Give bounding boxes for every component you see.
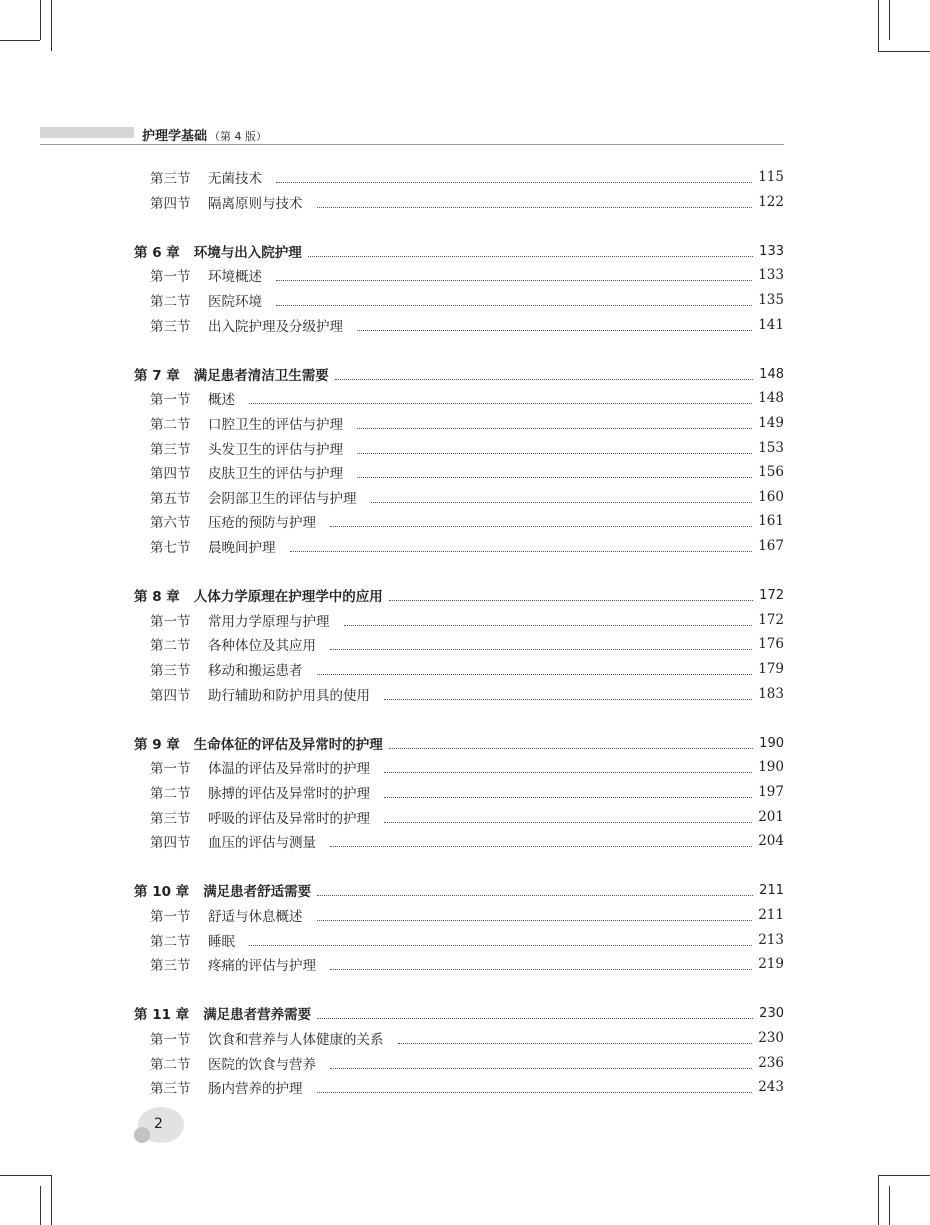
page-ref: 133 bbox=[758, 267, 784, 283]
page-ref: 190 bbox=[758, 759, 784, 775]
page-ref: 160 bbox=[758, 489, 784, 505]
toc-section-row[interactable] bbox=[150, 438, 784, 458]
toc-section-row[interactable] bbox=[150, 1077, 784, 1097]
page-number bbox=[134, 1107, 184, 1143]
toc-chapter-row[interactable] bbox=[134, 241, 784, 261]
dot-leader bbox=[398, 1043, 753, 1044]
dot-leader bbox=[357, 330, 752, 331]
toc-section-row[interactable] bbox=[150, 905, 784, 925]
dot-leader bbox=[290, 551, 753, 552]
section-title: 移动和搬运患者 bbox=[208, 663, 303, 679]
toc-section-row[interactable] bbox=[150, 954, 784, 974]
dot-leader bbox=[335, 379, 753, 380]
toc-section-row[interactable] bbox=[150, 511, 784, 531]
section-title: 无菌技术 bbox=[208, 171, 262, 187]
dot-leader bbox=[317, 207, 753, 208]
section-number: 第二节 bbox=[150, 786, 191, 802]
toc-section-row[interactable] bbox=[150, 487, 784, 507]
section-title: 呼吸的评估及异常时的护理 bbox=[208, 811, 370, 827]
dot-leader bbox=[384, 772, 752, 773]
dot-leader bbox=[308, 256, 753, 257]
page-ref: 197 bbox=[758, 784, 784, 800]
toc-section-row[interactable] bbox=[150, 831, 784, 851]
dot-leader bbox=[317, 1018, 753, 1019]
dot-leader bbox=[330, 1068, 752, 1069]
section-title: 概述 bbox=[208, 392, 235, 408]
book-edition: （第 4 版） bbox=[209, 130, 268, 143]
page-ref: 230 bbox=[758, 1030, 784, 1046]
toc-section-row[interactable] bbox=[150, 315, 784, 335]
dot-leader bbox=[330, 649, 752, 650]
section-title: 常用力学原理与护理 bbox=[208, 614, 330, 630]
dot-leader bbox=[330, 969, 752, 970]
section-number: 第一节 bbox=[150, 909, 191, 925]
section-title: 压疮的预防与护理 bbox=[208, 515, 316, 531]
page-ref: 161 bbox=[758, 513, 784, 529]
toc-section-row[interactable] bbox=[150, 462, 784, 482]
dot-leader bbox=[276, 305, 752, 306]
toc-section-row[interactable] bbox=[150, 265, 784, 285]
page-ref: 204 bbox=[758, 833, 784, 849]
section-number: 第二节 bbox=[150, 934, 191, 950]
dot-leader bbox=[384, 699, 752, 700]
page-ref: 148 bbox=[759, 366, 784, 382]
section-title: 会阴部卫生的评估与护理 bbox=[208, 491, 357, 507]
chapter-title: 环境与出入院护理 bbox=[193, 245, 302, 261]
toc-section-row[interactable] bbox=[150, 807, 784, 827]
section-number: 第一节 bbox=[150, 614, 191, 630]
dot-leader bbox=[357, 428, 752, 429]
page-ref: 135 bbox=[758, 292, 784, 308]
toc-section-row[interactable] bbox=[150, 167, 784, 187]
section-title: 口腔卫生的评估与护理 bbox=[208, 417, 343, 433]
book-title-text: 护理学基础 bbox=[142, 129, 208, 144]
dot-leader bbox=[357, 477, 752, 478]
page-ref: 201 bbox=[758, 809, 784, 825]
dot-leader bbox=[389, 748, 753, 749]
section-number: 第二节 bbox=[150, 417, 191, 433]
page-ref: 219 bbox=[758, 956, 784, 972]
dot-leader bbox=[317, 674, 753, 675]
section-title: 隔离原则与技术 bbox=[208, 196, 303, 212]
section-title: 肠内营养的护理 bbox=[208, 1081, 303, 1097]
section-title: 脉搏的评估及异常时的护理 bbox=[208, 786, 370, 802]
toc-section-row[interactable] bbox=[150, 388, 784, 408]
toc-chapter-row[interactable] bbox=[134, 585, 784, 605]
page-ref: 211 bbox=[759, 882, 784, 898]
toc-section-row[interactable] bbox=[150, 1053, 784, 1073]
section-title: 舒适与休息概述 bbox=[208, 909, 303, 925]
page-ref: 167 bbox=[758, 538, 784, 554]
dot-leader bbox=[357, 453, 752, 454]
section-number: 第三节 bbox=[150, 442, 191, 458]
chapter-number: 第 9 章 bbox=[134, 737, 180, 753]
section-number: 第六节 bbox=[150, 515, 191, 531]
toc-section-row[interactable] bbox=[150, 290, 784, 310]
chapter-number: 第 6 章 bbox=[134, 245, 180, 261]
section-title: 血压的评估与测量 bbox=[208, 835, 316, 851]
toc-section-row[interactable] bbox=[150, 757, 784, 777]
section-number: 第四节 bbox=[150, 196, 191, 212]
section-title: 各种体位及其应用 bbox=[208, 638, 316, 654]
page-ref: 243 bbox=[758, 1079, 784, 1095]
toc-section-row[interactable] bbox=[150, 413, 784, 433]
page-number-text: 2 bbox=[154, 1116, 163, 1132]
chapter-title: 满足患者舒适需要 bbox=[203, 884, 312, 900]
section-number: 第一节 bbox=[150, 1032, 191, 1048]
toc-section-row[interactable] bbox=[150, 930, 784, 950]
dot-leader bbox=[276, 182, 752, 183]
toc-section-row[interactable] bbox=[150, 610, 784, 630]
section-title: 晨晚间护理 bbox=[208, 540, 276, 556]
section-number: 第二节 bbox=[150, 294, 191, 310]
page-ref: 141 bbox=[758, 317, 784, 333]
section-title: 睡眠 bbox=[208, 934, 235, 950]
dot-leader bbox=[330, 526, 752, 527]
dot-leader bbox=[384, 797, 752, 798]
page-ref: 236 bbox=[758, 1055, 784, 1071]
dot-leader bbox=[317, 895, 753, 896]
section-title: 医院的饮食与营养 bbox=[208, 1057, 316, 1073]
toc-section-row[interactable] bbox=[150, 634, 784, 654]
toc-chapter-row[interactable] bbox=[134, 364, 784, 384]
section-number: 第四节 bbox=[150, 466, 191, 482]
section-number: 第三节 bbox=[150, 1081, 191, 1097]
dot-leader bbox=[249, 403, 752, 404]
toc-chapter-row[interactable] bbox=[134, 1003, 784, 1023]
page-ref: 172 bbox=[759, 587, 784, 603]
toc-chapter-row[interactable] bbox=[134, 880, 784, 900]
dot-leader bbox=[344, 625, 753, 626]
section-title: 医院环境 bbox=[208, 294, 262, 310]
section-number: 第一节 bbox=[150, 392, 191, 408]
chapter-title: 满足患者清洁卫生需要 bbox=[193, 368, 329, 384]
page-number-dot bbox=[134, 1127, 150, 1143]
section-number: 第七节 bbox=[150, 540, 191, 556]
page-ref: 149 bbox=[758, 415, 784, 431]
toc-section-row[interactable] bbox=[150, 782, 784, 802]
section-title: 出入院护理及分级护理 bbox=[208, 319, 343, 335]
page-ref: 211 bbox=[758, 907, 784, 923]
dot-leader bbox=[276, 280, 752, 281]
chapter-number: 第 10 章 bbox=[134, 884, 190, 900]
chapter-title: 生命体征的评估及异常时的护理 bbox=[193, 737, 383, 753]
toc-section-row[interactable] bbox=[150, 659, 784, 679]
page-ref: 179 bbox=[758, 661, 784, 677]
toc-section-row[interactable] bbox=[150, 1028, 784, 1048]
section-number: 第一节 bbox=[150, 761, 191, 777]
section-number: 第三节 bbox=[150, 958, 191, 974]
chapter-number: 第 7 章 bbox=[134, 368, 180, 384]
section-number: 第三节 bbox=[150, 663, 191, 679]
page-ref: 153 bbox=[758, 440, 784, 456]
dot-leader bbox=[371, 502, 753, 503]
section-title: 助行辅助和防护用具的使用 bbox=[208, 688, 370, 704]
chapter-title: 人体力学原理在护理学中的应用 bbox=[193, 589, 383, 605]
section-title: 体温的评估及异常时的护理 bbox=[208, 761, 370, 777]
section-number: 第三节 bbox=[150, 171, 191, 187]
dot-leader bbox=[389, 600, 753, 601]
page-ref: 133 bbox=[759, 243, 784, 259]
page-ref: 115 bbox=[758, 169, 784, 185]
section-title: 疼痛的评估与护理 bbox=[208, 958, 316, 974]
dot-leader bbox=[384, 822, 752, 823]
section-title: 皮肤卫生的评估与护理 bbox=[208, 466, 343, 482]
page-ref: 183 bbox=[758, 686, 784, 702]
toc-section-row[interactable] bbox=[150, 684, 784, 704]
section-number: 第四节 bbox=[150, 688, 191, 704]
toc-section-row[interactable] bbox=[150, 192, 784, 212]
section-number: 第三节 bbox=[150, 319, 191, 335]
chapter-title: 满足患者营养需要 bbox=[203, 1007, 312, 1023]
toc-section-row[interactable] bbox=[150, 536, 784, 556]
section-number: 第二节 bbox=[150, 638, 191, 654]
section-number: 第二节 bbox=[150, 1057, 191, 1073]
section-number: 第五节 bbox=[150, 491, 191, 507]
page-ref: 148 bbox=[758, 390, 784, 406]
dot-leader bbox=[249, 945, 752, 946]
section-number: 第三节 bbox=[150, 811, 191, 827]
section-number: 第四节 bbox=[150, 835, 191, 851]
page-ref: 172 bbox=[758, 612, 784, 628]
section-title: 环境概述 bbox=[208, 269, 262, 285]
dot-leader bbox=[317, 1092, 753, 1093]
dot-leader bbox=[330, 846, 752, 847]
chapter-number: 第 11 章 bbox=[134, 1007, 190, 1023]
page-ref: 156 bbox=[758, 464, 784, 480]
section-number: 第一节 bbox=[150, 269, 191, 285]
page-ref: 190 bbox=[759, 735, 784, 751]
page-ref: 176 bbox=[758, 636, 784, 652]
page-ref: 213 bbox=[758, 932, 784, 948]
dot-leader bbox=[317, 920, 753, 921]
section-title: 饮食和营养与人体健康的关系 bbox=[208, 1032, 384, 1048]
page-ref: 122 bbox=[758, 194, 784, 210]
toc-chapter-row[interactable] bbox=[134, 733, 784, 753]
section-title: 头发卫生的评估与护理 bbox=[208, 442, 343, 458]
chapter-number: 第 8 章 bbox=[134, 589, 180, 605]
page-ref: 230 bbox=[759, 1005, 784, 1021]
